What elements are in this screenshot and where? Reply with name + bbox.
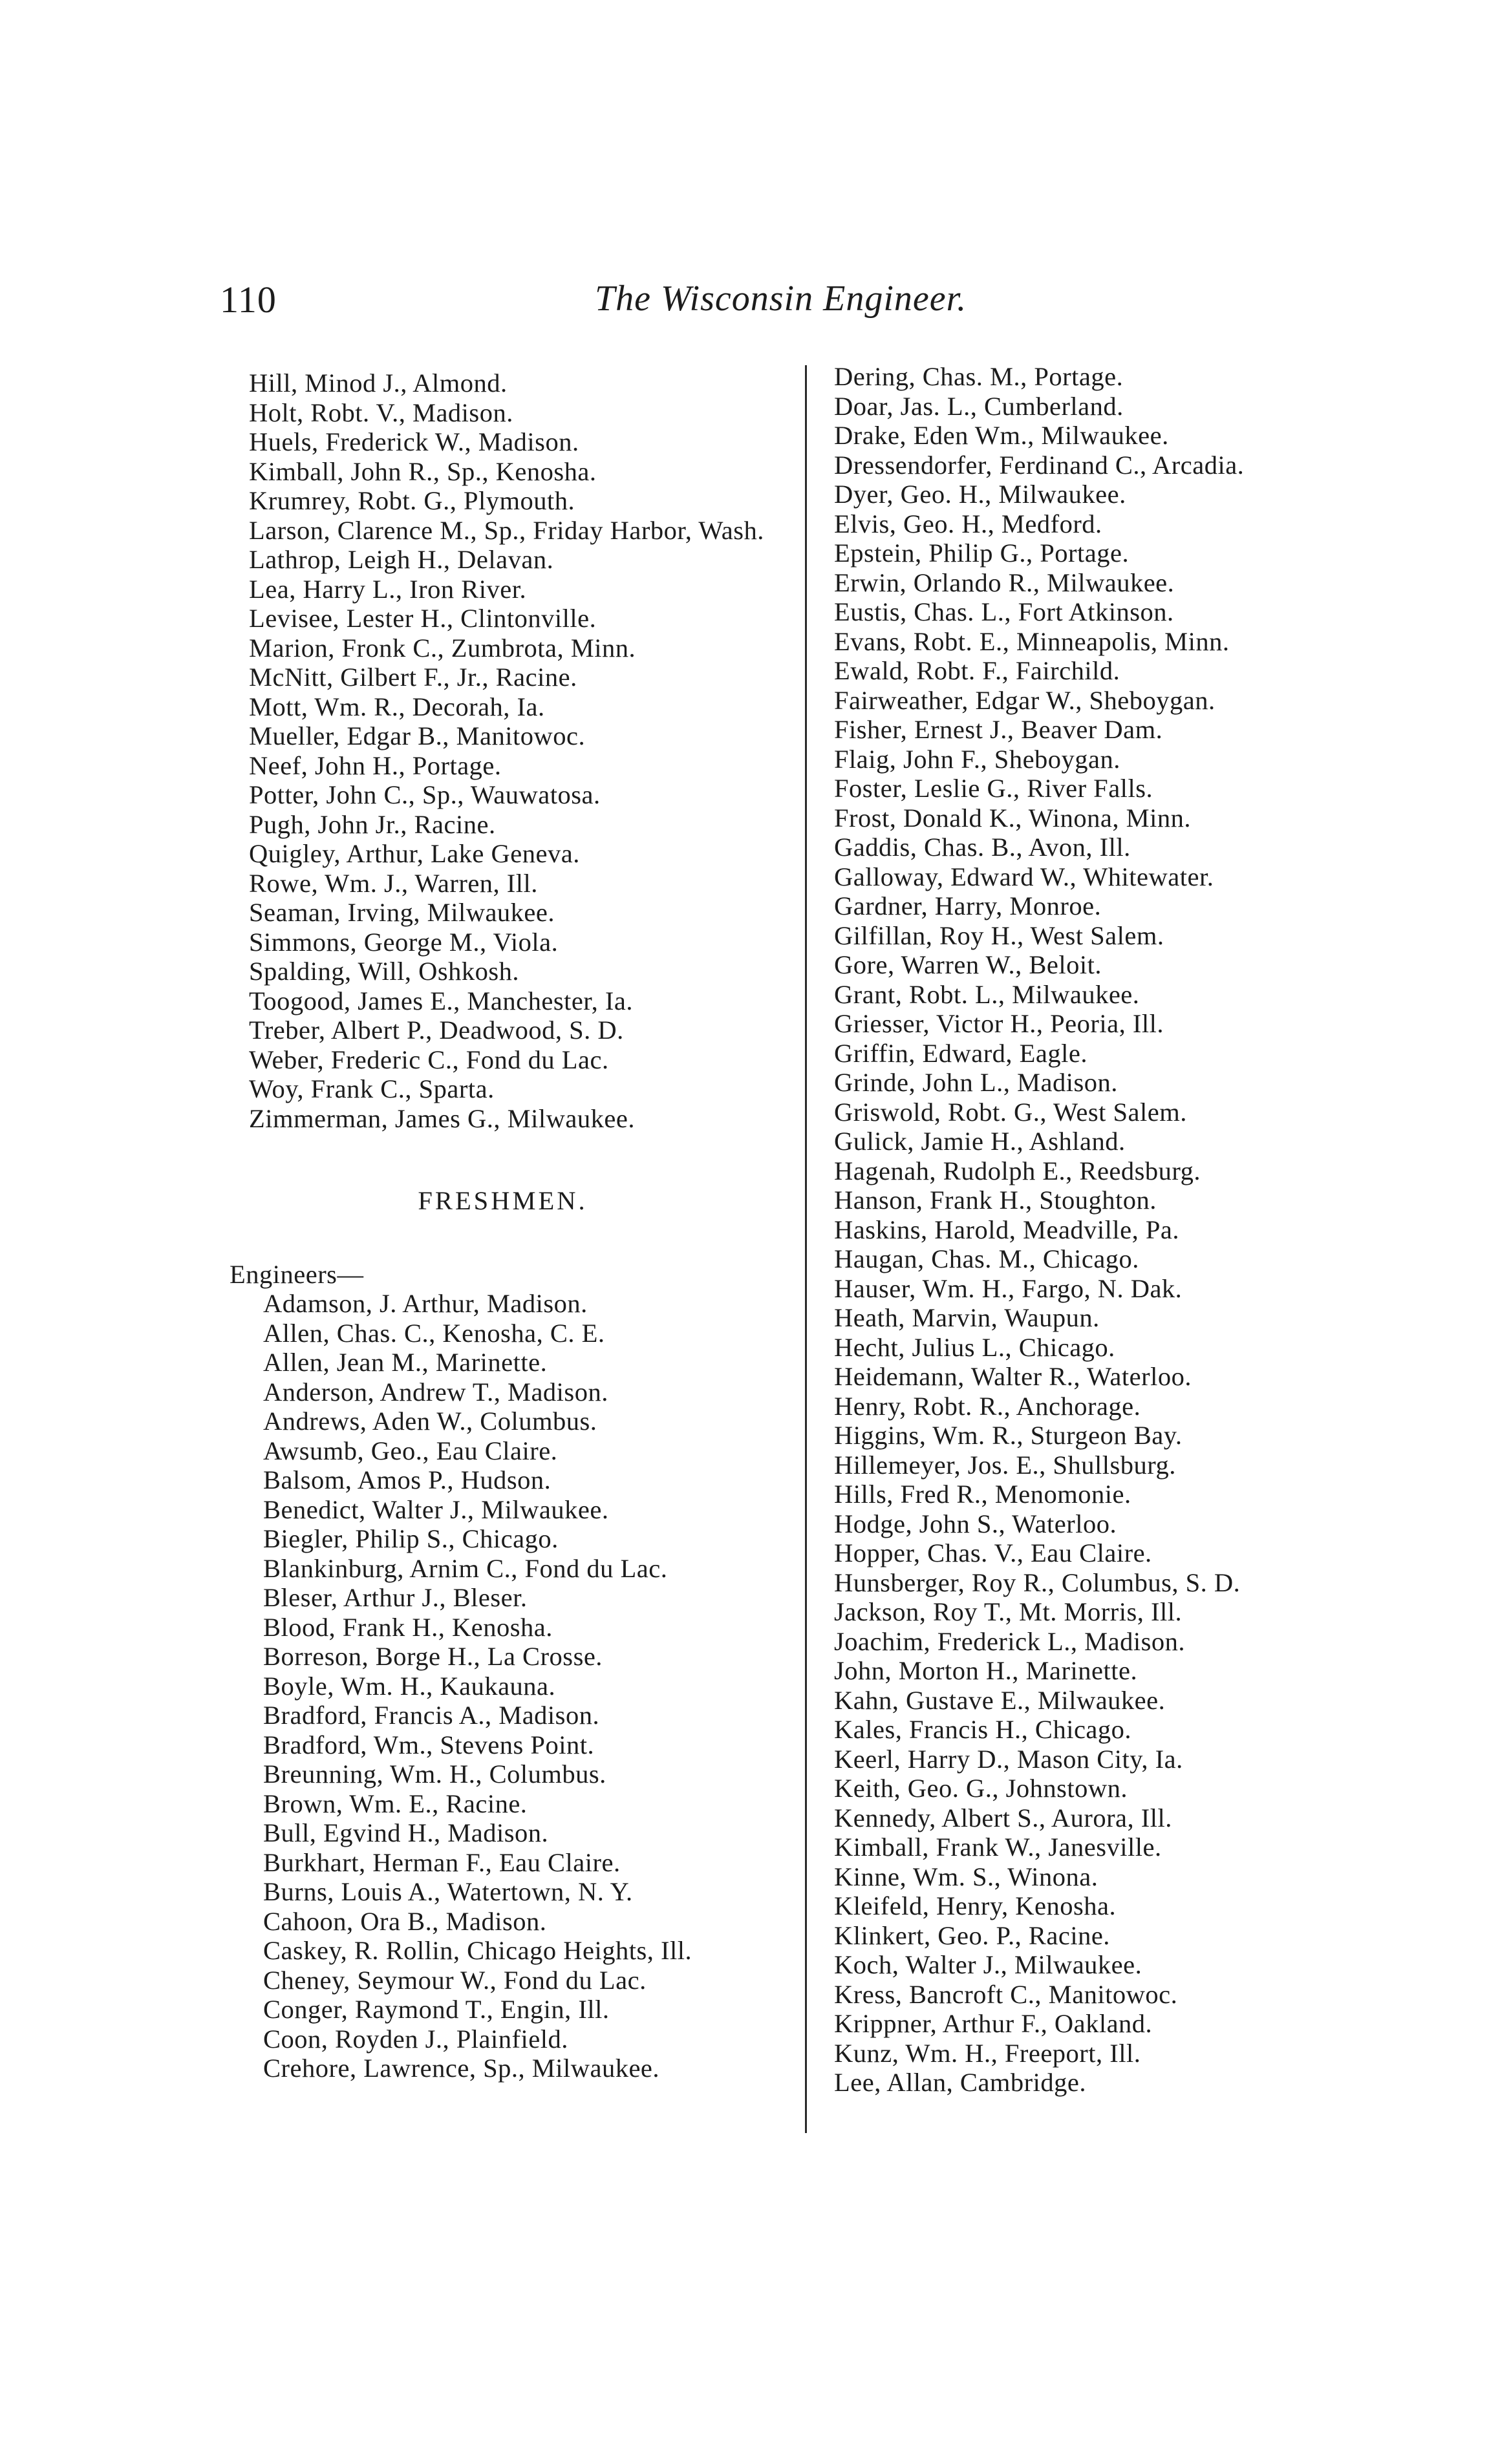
list-item: Epstein, Philip G., Portage. bbox=[834, 538, 1130, 568]
list-item: Marion, Fronk C., Zumbrota, Minn. bbox=[249, 633, 636, 663]
list-item: Kennedy, Albert S., Aurora, Ill. bbox=[834, 1803, 1172, 1832]
list-item: Heath, Marvin, Waupun. bbox=[834, 1303, 1100, 1332]
list-item: Keerl, Harry D., Mason City, Ia. bbox=[834, 1744, 1183, 1774]
list-item: Grinde, John L., Madison. bbox=[834, 1068, 1118, 1097]
list-item: Griffin, Edward, Eagle. bbox=[834, 1038, 1088, 1068]
list-item: Treber, Albert P., Deadwood, S. D. bbox=[249, 1015, 624, 1045]
list-item: Hopper, Chas. V., Eau Claire. bbox=[834, 1538, 1152, 1567]
list-item: Eustis, Chas. L., Fort Atkinson. bbox=[834, 597, 1174, 626]
list-item: Brown, Wm. E., Racine. bbox=[263, 1789, 528, 1818]
list-item: Gore, Warren W., Beloit. bbox=[834, 950, 1102, 979]
list-item: Cheney, Seymour W., Fond du Lac. bbox=[263, 1965, 647, 1995]
list-item: Zimmerman, James G., Milwaukee. bbox=[249, 1103, 635, 1133]
list-item: Ewald, Robt. F., Fairchild. bbox=[834, 656, 1120, 685]
list-item: Kimball, Frank W., Janesville. bbox=[834, 1832, 1162, 1862]
freshmen-list bbox=[249, 1289, 795, 2083]
running-title: The Wisconsin Engineer. bbox=[595, 279, 967, 319]
list-item: Dressendorfer, Ferdinand C., Arcadia. bbox=[834, 450, 1245, 480]
list-item: Griesser, Victor H., Peoria, Ill. bbox=[834, 1009, 1164, 1038]
list-item: Blood, Frank H., Kenosha. bbox=[263, 1612, 553, 1642]
list-item: Hill, Minod J., Almond. bbox=[249, 368, 508, 398]
list-item: Elvis, Geo. H., Medford. bbox=[834, 509, 1102, 538]
list-item: Potter, John C., Sp., Wauwatosa. bbox=[249, 780, 601, 809]
list-item: Evans, Robt. E., Minneapolis, Minn. bbox=[834, 626, 1230, 656]
page-header bbox=[220, 278, 1371, 330]
list-item: Holt, Robt. V., Madison. bbox=[249, 398, 513, 427]
list-item: Erwin, Orlando R., Milwaukee. bbox=[834, 568, 1175, 597]
list-item: Hecht, Julius L., Chicago. bbox=[834, 1332, 1115, 1362]
list-item: Kunz, Wm. H., Freeport, Ill. bbox=[834, 2038, 1141, 2068]
list-item: Jackson, Roy T., Mt. Morris, Ill. bbox=[834, 1597, 1183, 1626]
list-item: Gaddis, Chas. B., Avon, Ill. bbox=[834, 833, 1131, 862]
list-item: Kress, Bancroft C., Manitowoc. bbox=[834, 1979, 1178, 2009]
list-item: Cahoon, Ora B., Madison. bbox=[263, 1906, 547, 1936]
list-item: Crehore, Lawrence, Sp., Milwaukee. bbox=[263, 2054, 660, 2083]
list-item: Mueller, Edgar B., Manitowoc. bbox=[249, 721, 586, 750]
list-item: Breunning, Wm. H., Columbus. bbox=[263, 1759, 606, 1789]
list-item: Joachim, Frederick L., Madison. bbox=[834, 1626, 1186, 1656]
list-item: Dering, Chas. M., Portage. bbox=[834, 362, 1124, 391]
list-item: Bradford, Wm., Stevens Point. bbox=[263, 1730, 595, 1759]
list-item: Heidemann, Walter R., Waterloo. bbox=[834, 1362, 1192, 1391]
list-item: Bull, Egvind H., Madison. bbox=[263, 1818, 549, 1847]
list-item: Griswold, Robt. G., West Salem. bbox=[834, 1097, 1187, 1127]
list-item: Lea, Harry L., Iron River. bbox=[249, 574, 527, 604]
list-item: Grant, Robt. L., Milwaukee. bbox=[834, 979, 1140, 1009]
list-item: Adamson, J. Arthur, Madison. bbox=[263, 1289, 588, 1318]
list-item: Andrews, Aden W., Columbus. bbox=[263, 1407, 597, 1436]
list-item: Haugan, Chas. M., Chicago. bbox=[834, 1244, 1139, 1273]
list-item: Higgins, Wm. R., Sturgeon Bay. bbox=[834, 1421, 1183, 1450]
list-item: Awsumb, Geo., Eau Claire. bbox=[263, 1436, 558, 1465]
page-number: 110 bbox=[220, 279, 277, 321]
list-item: Galloway, Edward W., Whitewater. bbox=[834, 862, 1214, 891]
list-item: Hagenah, Rudolph E., Reedsburg. bbox=[834, 1156, 1201, 1185]
list-item: Spalding, Will, Oshkosh. bbox=[249, 957, 520, 986]
list-item: Rowe, Wm. J., Warren, Ill. bbox=[249, 868, 538, 898]
list-item: Klinkert, Geo. P., Racine. bbox=[834, 1920, 1110, 1950]
list-item: Burkhart, Herman F., Eau Claire. bbox=[263, 1847, 621, 1877]
list-item: Fisher, Ernest J., Beaver Dam. bbox=[834, 715, 1163, 744]
list-item: Hunsberger, Roy R., Columbus, S. D. bbox=[834, 1567, 1241, 1597]
list-item: Seaman, Irving, Milwaukee. bbox=[249, 898, 555, 927]
list-item: Pugh, John Jr., Racine. bbox=[249, 809, 496, 839]
list-item: Borreson, Borge H., La Crosse. bbox=[263, 1642, 603, 1671]
list-item: Levisee, Lester H., Clintonville. bbox=[249, 604, 597, 633]
list-item: Dyer, Geo. H., Milwaukee. bbox=[834, 480, 1126, 509]
list-item: Anderson, Andrew T., Madison. bbox=[263, 1377, 608, 1407]
list-item: Allen, Chas. C., Kenosha, C. E. bbox=[263, 1318, 605, 1348]
list-item: Haskins, Harold, Meadville, Pa. bbox=[834, 1215, 1180, 1244]
section-heading-freshmen: FRESHMEN. bbox=[418, 1186, 588, 1215]
list-item: Larson, Clarence M., Sp., Friday Harbor, Wash. bbox=[249, 515, 764, 545]
list-item: Kinne, Wm. S., Winona. bbox=[834, 1862, 1098, 1891]
list-item: Henry, Robt. R., Anchorage. bbox=[834, 1391, 1141, 1421]
list-item: Huels, Frederick W., Madison. bbox=[249, 427, 579, 456]
list-item: Mott, Wm. R., Decorah, Ia. bbox=[249, 692, 545, 721]
column-divider bbox=[805, 365, 807, 2133]
list-item: Boyle, Wm. H., Kaukauna. bbox=[263, 1671, 556, 1701]
list-item: Gilfillan, Roy H., West Salem. bbox=[834, 920, 1164, 950]
list-item: Hillemeyer, Jos. E., Shullsburg. bbox=[834, 1450, 1176, 1480]
list-item: Benedict, Walter J., Milwaukee. bbox=[263, 1494, 609, 1524]
list-item: Gardner, Harry, Monroe. bbox=[834, 891, 1102, 920]
list-item: Bleser, Arthur J., Bleser. bbox=[263, 1583, 528, 1612]
list-item: Koch, Walter J., Milwaukee. bbox=[834, 1950, 1142, 1979]
list-item: Fairweather, Edgar W., Sheboygan. bbox=[834, 685, 1216, 715]
list-item: Bradford, Francis A., Madison. bbox=[263, 1701, 600, 1730]
list-item: Lee, Allan, Cambridge. bbox=[834, 2068, 1087, 2097]
list-item: Lathrop, Leigh H., Delavan. bbox=[249, 545, 554, 574]
list-item: Keith, Geo. G., Johnstown. bbox=[834, 1774, 1128, 1803]
right-column bbox=[834, 362, 1377, 2098]
list-item: Kleifeld, Henry, Kenosha. bbox=[834, 1891, 1117, 1920]
list-item: Hills, Fred R., Menomonie. bbox=[834, 1480, 1131, 1509]
list-item: Hodge, John S., Waterloo. bbox=[834, 1509, 1117, 1538]
list-item: Allen, Jean M., Marinette. bbox=[263, 1348, 548, 1377]
left-column bbox=[230, 368, 795, 2083]
subsection-label: Engineers— bbox=[230, 1259, 364, 1289]
list-item: Caskey, R. Rollin, Chicago Heights, Ill. bbox=[263, 1936, 692, 1965]
list-item: Weber, Frederic C., Fond du Lac. bbox=[249, 1045, 609, 1074]
list-item: Burns, Louis A., Watertown, N. Y. bbox=[263, 1877, 633, 1906]
list-item: Hauser, Wm. H., Fargo, N. Dak. bbox=[834, 1273, 1183, 1303]
list-item: Foster, Leslie G., River Falls. bbox=[834, 774, 1153, 803]
list-item: Coon, Royden J., Plainfield. bbox=[263, 2024, 568, 2054]
list-item: Kimball, John R., Sp., Kenosha. bbox=[249, 456, 597, 486]
list-item: Kales, Francis H., Chicago. bbox=[834, 1715, 1132, 1744]
list-item: Doar, Jas. L., Cumberland. bbox=[834, 391, 1124, 421]
list-item: Krippner, Arthur F., Oakland. bbox=[834, 2009, 1153, 2038]
list-item: Frost, Donald K., Winona, Minn. bbox=[834, 803, 1191, 833]
list-item: Blankinburg, Arnim C., Fond du Lac. bbox=[263, 1553, 668, 1583]
list-item: Hanson, Frank H., Stoughton. bbox=[834, 1185, 1157, 1215]
list-item: Kahn, Gustave E., Milwaukee. bbox=[834, 1685, 1166, 1715]
list-item: Neef, John H., Portage. bbox=[249, 750, 502, 780]
list-item: Biegler, Philip S., Chicago. bbox=[263, 1524, 559, 1553]
list-item: McNitt, Gilbert F., Jr., Racine. bbox=[249, 663, 577, 692]
list-item: Krumrey, Robt. G., Plymouth. bbox=[249, 486, 575, 515]
list-item: Flaig, John F., Sheboygan. bbox=[834, 744, 1120, 774]
list-item: Gulick, Jamie H., Ashland. bbox=[834, 1127, 1126, 1156]
list-item: Drake, Eden Wm., Milwaukee. bbox=[834, 421, 1169, 450]
list-item: John, Morton H., Marinette. bbox=[834, 1656, 1138, 1685]
list-item: Balsom, Amos P., Hudson. bbox=[263, 1465, 552, 1494]
list-item: Quigley, Arthur, Lake Geneva. bbox=[249, 839, 580, 868]
list-item: Conger, Raymond T., Engin, Ill. bbox=[263, 1995, 610, 2024]
list-item: Simmons, George M., Viola. bbox=[249, 927, 559, 957]
list-item: Woy, Frank C., Sparta. bbox=[249, 1074, 495, 1103]
list-item: Toogood, James E., Manchester, Ia. bbox=[249, 986, 634, 1015]
